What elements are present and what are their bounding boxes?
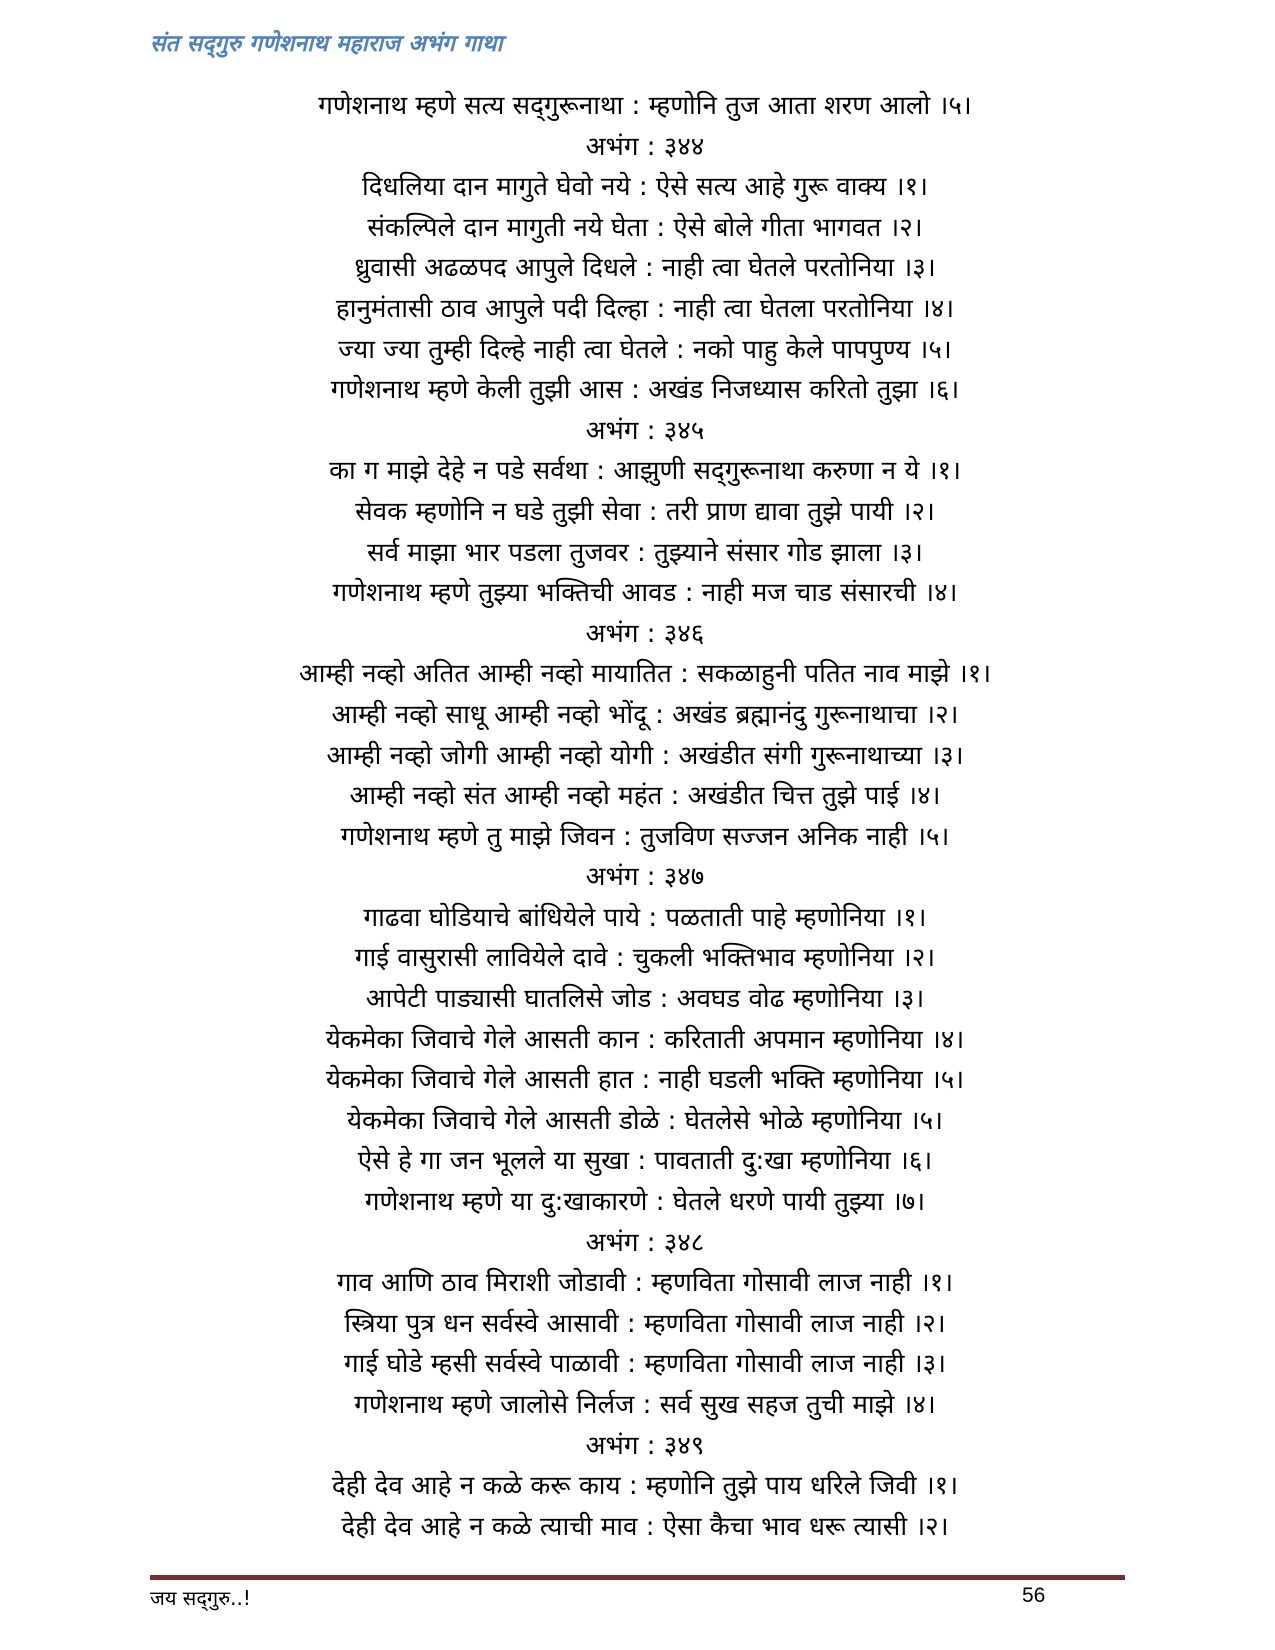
- verse-line: आम्ही नव्हो साधू आम्ही नव्हो भोंदू : अखंड ब्रह्मानंदु गुरूनाथाचा ।२।: [331, 699, 959, 730]
- verse-line: सर्व माझा भार पडला तुजवर : तुझ्याने संसार गोड झाला ।३।: [367, 537, 923, 568]
- verse-line: गणेशनाथ म्हणे सत्य सद्‌गुरूनाथा : म्हणोनि तुज आता शरण आलो ।५।: [318, 91, 972, 121]
- verse-line: सेवक म्हणोनि न घडे तुझी सेवा : तरी प्राण द्यावा तुझे पायी ।२।: [355, 496, 935, 527]
- verse-line: हानुमंतासी ठाव आपुले पदी दिल्हा : नाही त्वा घेतला परतोनिया ।४।: [335, 293, 955, 324]
- verse-line: आम्ही नव्हो संत आम्ही नव्हो महंत : अखंडीत चित्त तुझे पाई ।४।: [349, 781, 941, 812]
- verse-line: आपेटी पाड्यासी घातलिसे जोड : अवघड वोढ म्हणोनिया ।३।: [365, 984, 925, 1015]
- abhang-heading: अभंग : ३४९: [585, 1430, 705, 1461]
- verse-line: ज्या ज्या तुम्ही दिल्हे नाही त्वा घेतले : नको पाहु केले पापपुण्य ।५।: [338, 334, 952, 365]
- verse-line: गाढवा घोडियाचे बांधियेले पाये : पळताती पाहे म्हणोनिया ।१।: [363, 902, 927, 933]
- footer-text: जय सद्‌गुरु..!: [150, 1586, 251, 1610]
- verse-line: गणेशनाथ म्हणे या दु:खाकारणे : घेतले धरणे पायी तुझ्या ।७।: [364, 1187, 926, 1218]
- verse-line: येकमेका जिवाचे गेले आसती डोळे : घेतलेसे भोळे म्हणोनिया ।५।: [346, 1105, 944, 1136]
- abhang-heading: अभंग : ३४५: [585, 415, 705, 446]
- abhang-heading: अभंग : ३४८: [585, 1227, 705, 1258]
- verse-line: गणेशनाथ म्हणे तु माझे जिवन : तुजविण सज्जन अनिक नाही ।५।: [340, 821, 950, 852]
- verse-line: ध्रुवासी अढळपद आपुले दिधले : नाही त्वा घेतले परतोनिया ।३।: [354, 253, 936, 284]
- verse-block: [100, 86, 1190, 1547]
- verse-line: गणेशनाथ म्हणे जालोसे निर्लज : सर्व सुख सहज तुची माझे ।४।: [354, 1390, 936, 1420]
- page-number: 56: [1022, 1584, 1046, 1607]
- verse-line: संकल्पिले दान मागुती नये घेता : ऐसे बोले गीता भागवत ।२।: [367, 212, 923, 243]
- abhang-heading: अभंग : ३४६: [585, 618, 705, 649]
- verse-line: गणेशनाथ म्हणे तुझ्या भक्तिची आवड : नाही मज चाड संसारची ।४।: [332, 578, 958, 609]
- verse-line: येकमेका जिवाचे गेले आसती हात : नाही घडली भक्ति म्हणोनिया ।५।: [325, 1065, 965, 1096]
- verse-line: गाई घोडे म्हसी सर्वस्वे पाळावी : म्हणविता गोसावी लाज नाही ।३।: [344, 1349, 946, 1380]
- verse-line: गणेशनाथ म्हणे केली तुझी आस : अखंड निजध्यास करितो तुझा ।६।: [330, 375, 960, 406]
- header-title: संत सद्‌गुरु गणेशनाथ महाराज अभंग गाथा: [150, 31, 503, 57]
- verse-line: का ग माझे देहे न पडे सर्वथा : आझुणी सद्‌गुरूनाथा करुणा न ये ।१।: [329, 456, 961, 487]
- verse-line: गाई वासुरासी लावियेले दावे : चुकली भक्तिभाव म्हणोनिया ।२।: [354, 943, 936, 974]
- abhang-heading: अभंग : ३४४: [585, 131, 705, 162]
- verse-line: गाव आणि ठाव मिराशी जोडावी : म्हणविता गोसावी लाज नाही ।१।: [336, 1268, 954, 1299]
- verse-line: देही देव आहे न कळे करू काय : म्हणोनि तुझे पाय धरिले जिवी ।१।: [331, 1471, 959, 1502]
- abhang-heading: अभंग : ३४७: [585, 862, 705, 893]
- verse-line: स्त्रिया पुत्र धन सर्वस्वे आसावी : म्हणविता गोसावी लाज नाही ।२।: [344, 1308, 946, 1339]
- footer-divider: [150, 1575, 1125, 1580]
- verse-line: ऐसे हे गा जन भूलले या सुखा : पावताती दु:खा म्हणोनिया ।६।: [357, 1146, 933, 1177]
- verse-line: आम्ही नव्हो जोगी आम्ही नव्हो योगी : अखंडीत संगी गुरूनाथाच्या ।३।: [326, 740, 964, 771]
- verse-line: येकमेका जिवाचे गेले आसती कान : करिताती अपमान म्हणोनिया ।४।: [325, 1024, 965, 1055]
- verse-line: आम्ही नव्हो अतित आम्ही नव्हो मायातित : सकळाहुनी पतित नाव माझे ।१।: [298, 659, 992, 690]
- verse-line: दिधलिया दान मागुते घेवो नये : ऐसे सत्य आहे गुरू वाक्य ।१।: [362, 172, 928, 203]
- verse-line: देही देव आहे न कळे त्याची माव : ऐसा कैचा भाव धरू त्यासी ।२।: [341, 1511, 949, 1542]
